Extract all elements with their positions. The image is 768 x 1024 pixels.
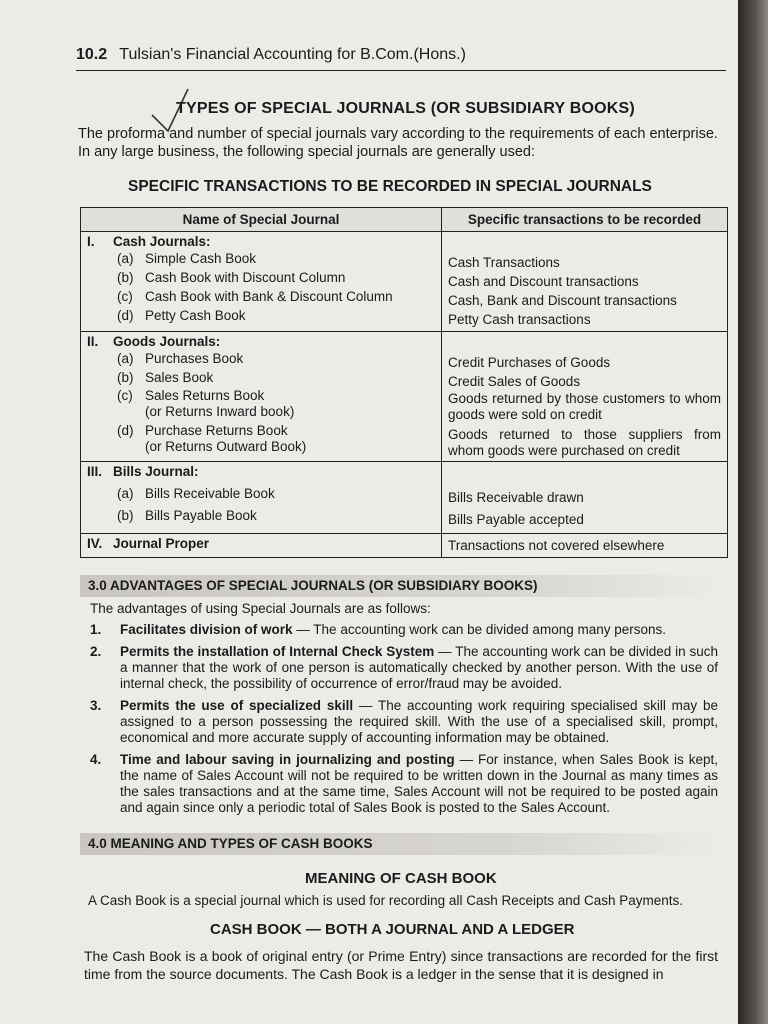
column-header: Name of Special Journal <box>81 208 442 232</box>
meaning-paragraph: A Cash Book is a special journal which is used for recording all Cash Receipts and Cash Payments. <box>88 893 684 908</box>
table-row <box>81 332 728 462</box>
journal-name: Petty Cash Book <box>145 308 246 323</box>
journal-name: Bills Payable Book <box>145 508 257 523</box>
transaction-text: Goods returned by those customers to whom goods were sold on credit <box>448 391 721 422</box>
table-row <box>81 232 728 332</box>
list-number: 4. <box>90 752 102 767</box>
table-title: SPECIFIC TRANSACTIONS TO BE RECORDED IN SPECIAL JOURNALS <box>128 178 652 195</box>
journal-ledger-paragraph: The Cash Book is a book of original entry (or Prime Entry) since transactions are recorded for the first time from the source documents. The Cash Book is a ledger in the sense that it is designed in <box>84 948 718 982</box>
subheading-meaning: MEANING OF CASH BOOK <box>305 870 497 887</box>
table-header-row <box>81 208 728 232</box>
list-item-title: Time and labour saving in journalizing and posting <box>120 752 455 767</box>
journal-name: Sales Returns Book <box>145 388 265 403</box>
page-number: 10.2 <box>76 46 108 63</box>
item-label: (a) <box>117 486 134 501</box>
subheading-journal-and-ledger: CASH BOOK — BOTH A JOURNAL AND A LEDGER <box>210 921 575 938</box>
journal-name: Purchases Book <box>145 351 244 366</box>
list-number: 2. <box>90 644 102 659</box>
book-spine <box>738 0 768 1024</box>
transaction-text: Credit Sales of Goods <box>448 374 581 389</box>
transaction-text: Goods returned to those suppliers from whom goods were purchased on credit <box>448 427 721 458</box>
list-item <box>90 644 718 692</box>
list-item-title: Facilitates division of work <box>120 622 293 637</box>
transaction-text: Petty Cash transactions <box>448 312 591 327</box>
book-title: Tulsian's Financial Accounting for B.Com.(Hons.) <box>119 46 466 63</box>
item-label: (b) <box>117 370 134 385</box>
section-heading-advantages: 3.0 ADVANTAGES OF SPECIAL JOURNALS (OR SUBSIDIARY BOOKS) <box>80 575 720 597</box>
item-label: (d) <box>117 308 134 323</box>
list-item-text: — For instance, when Sales Book is kept, the name of Sales Account will not be required to be written down in the Journal as many times as the sales transactions and at the same time, Sales Account will not be required to be posted again and again since only a periodic total of Sales Book is posted to the Sales Account. <box>120 752 718 815</box>
journal-alt-name: (or Returns Outward Book) <box>145 439 307 454</box>
section-title: TYPES OF SPECIAL JOURNALS (OR SUBSIDIARY BOOKS) <box>176 100 635 117</box>
transactions-cell <box>442 462 728 534</box>
journal-alt-name: (or Returns Inward book) <box>145 404 295 419</box>
group-numeral: IV. <box>87 536 103 551</box>
list-item-text: — The accounting work can be divided in such a manner that the work of one person is automatically checked by another person. With the use of internal check, the possibility of occurrence of error/fraud may be avoided. <box>120 644 718 691</box>
list-item-title: Permits the installation of Internal Check System <box>120 644 435 659</box>
journal-group-cell <box>81 462 442 534</box>
journal-name: Cash Book with Discount Column <box>145 270 346 285</box>
group-numeral: III. <box>87 464 103 479</box>
journal-name: Purchase Returns Book <box>145 423 288 438</box>
table-row <box>81 534 728 558</box>
list-item <box>90 698 718 746</box>
transaction-text: Cash Transactions <box>448 255 560 270</box>
journal-name: Sales Book <box>145 370 214 385</box>
page-header <box>76 46 726 71</box>
item-label: (a) <box>117 351 134 366</box>
item-label: (a) <box>117 251 134 266</box>
group-name: Bills Journal: <box>113 464 199 479</box>
item-label: (b) <box>117 508 134 523</box>
table-row <box>81 462 728 534</box>
item-label: (c) <box>117 388 133 403</box>
section-heading-cash-books: 4.0 MEANING AND TYPES OF CASH BOOKS <box>80 833 720 855</box>
item-label: (b) <box>117 270 134 285</box>
list-item-text: — The accounting work can be divided among many persons. <box>292 622 667 637</box>
list-item-title: Permits the use of specialized skill <box>120 698 354 713</box>
transaction-text: Cash and Discount transactions <box>448 274 639 289</box>
group-name: Journal Proper <box>113 536 210 551</box>
journal-group-cell <box>81 332 442 462</box>
transaction-text: Cash, Bank and Discount transactions <box>448 293 677 308</box>
list-item <box>90 622 718 638</box>
list-item <box>90 752 718 816</box>
item-label: (d) <box>117 423 134 438</box>
column-header: Specific transactions to be recorded <box>442 208 728 232</box>
journal-name: Cash Book with Bank & Discount Column <box>145 289 393 304</box>
group-numeral: II. <box>87 334 99 349</box>
item-label: (c) <box>117 289 133 304</box>
transaction-text: Bills Receivable drawn <box>448 490 584 505</box>
list-number: 1. <box>90 622 102 637</box>
transactions-cell <box>442 232 728 332</box>
advantages-intro: The advantages of using Special Journals are as follows: <box>90 601 431 616</box>
journal-group-cell <box>81 232 442 332</box>
group-name: Goods Journals: <box>113 334 221 349</box>
group-name: Cash Journals: <box>113 234 211 249</box>
transaction-text: Credit Purchases of Goods <box>448 355 611 370</box>
transaction-text: Transactions not covered elsewhere <box>448 538 665 553</box>
transaction-text: Bills Payable accepted <box>448 512 584 527</box>
journal-group-cell <box>81 534 442 558</box>
group-numeral: I. <box>87 234 95 249</box>
list-number: 3. <box>90 698 102 713</box>
transactions-cell <box>442 332 728 462</box>
journal-name: Simple Cash Book <box>145 251 257 266</box>
list-item-text: — The accounting work requiring specialised skill may be assigned to a person possessing the required skill. With the use of a specialised skill, prompt, economical and more accurate supply of accounting information may be obtained. <box>120 698 718 745</box>
intro-paragraph: The proforma and number of special journals vary according to the requirements of each enterprise. In any large business, the following special journals are generally used: <box>78 126 718 160</box>
transactions-cell <box>442 534 728 558</box>
special-journals-table <box>80 207 728 558</box>
journal-name: Bills Receivable Book <box>145 486 275 501</box>
